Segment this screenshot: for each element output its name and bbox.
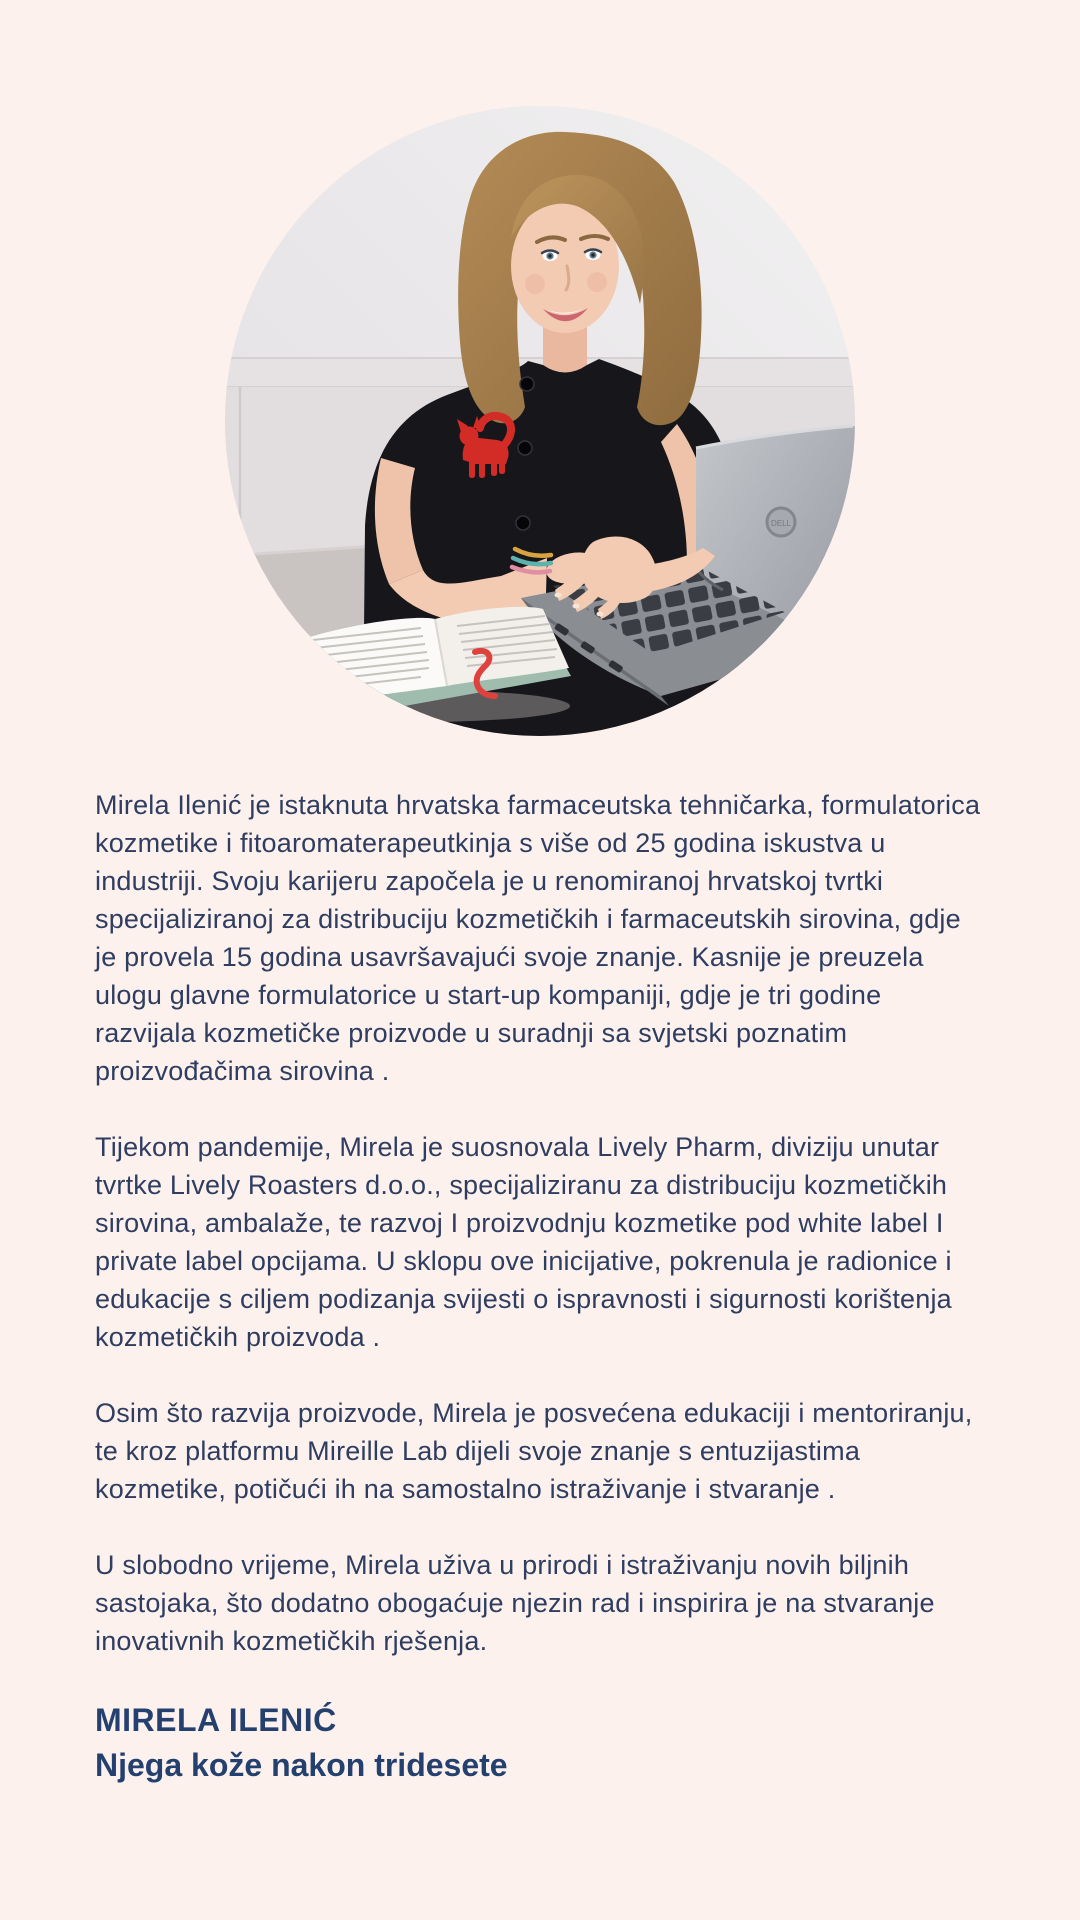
open-book — [239, 607, 571, 722]
dell-logo-text: DELL — [770, 519, 792, 528]
cat-leg — [469, 460, 475, 478]
bio-paragraph: Mirela Ilenić je istaknuta hrvatska farmaceutska tehničarka, formulatorica kozmetike i fitoaromaterapeutkinja s više od 25 godina iskustva u industriji. Svoju karijeru započela je u renomiranoj hrvatskoj tvrtki specijaliziranoj za distribuciju kozmetičkih i farmaceutskih sirovina, gdje je provela 15 godina usavršavajući svoje znanje. Kasnije je preuzela ulogu glavne formulatorice u start-up kompaniji, gdje je tri godine razvijala kozmetičke proizvode u suradnji sa svjetski poznatim proizvođačima sirovina . — [95, 790, 981, 1086]
paper-sheet — [239, 656, 299, 694]
portrait-illustration — [225, 106, 855, 736]
cat-leg — [491, 460, 497, 476]
button — [516, 516, 530, 530]
button — [520, 377, 534, 391]
bio-paragraph: U slobodno vrijeme, Mirela uživa u prirodi i istraživanju novih biljnih sastojaka, što dodatno obogaćuje njezin rad i inspirira je na stvaranje inovativnih kozmetičkih rješenja. — [95, 1550, 935, 1656]
profile-photo — [225, 106, 855, 736]
person-name: MIRELA ILENIĆ — [95, 1702, 337, 1738]
cat-leg — [499, 458, 505, 474]
author-block — [95, 1698, 985, 1788]
bio-paragraph: Osim što razvija proizvode, Mirela je posvećena edukaciji i mentoriranju, te kroz platformu Mireille Lab dijeli svoje znanje s entuzijastima kozmetike, potičući ih na samostalno istraživanje i stvaranje . — [95, 1398, 973, 1504]
page-subtitle: Njega kože nakon tridesete — [95, 1747, 508, 1783]
bio-paragraph: Tijekom pandemije, Mirela je suosnovala Lively Pharm, diviziju unutar tvrtke Lively Roasters d.o.o., specijaliziranu za distribuciju kozmetičkih sirovina, ambalaže, te razvoj I proizvodnju kozmetike pod white label I private label opcijama. U sklopu ove inicijative, pokrenula je radionice i edukacije s ciljem podizanja svijesti o ispravnosti i sigurnosti korištenja kozmetičkih proizvoda . — [95, 1132, 952, 1352]
bio-text — [95, 786, 985, 1660]
button — [518, 441, 532, 455]
cat-leg — [479, 460, 485, 478]
